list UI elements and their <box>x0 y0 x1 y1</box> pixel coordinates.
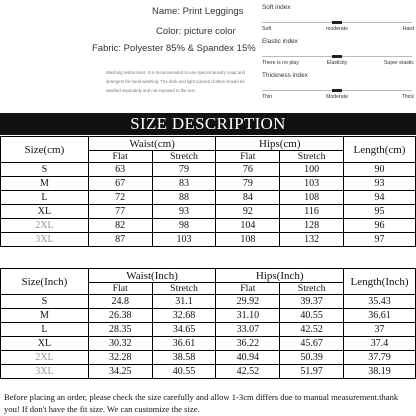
size-label: 2XL <box>1 351 89 365</box>
header-waist-stretch: Stretch <box>152 151 216 163</box>
header-size: Size(cm) <box>1 137 89 163</box>
table-cell: 38.19 <box>344 365 416 379</box>
table-cell: 38.58 <box>152 351 216 365</box>
table-cell: 76 <box>216 163 280 177</box>
size-label: 2XL <box>1 219 89 233</box>
table-cell: 95 <box>344 205 416 219</box>
table-cell: 77 <box>88 205 152 219</box>
header-waist-stretch: Stretch <box>152 283 216 295</box>
inch-rows <box>1 295 416 379</box>
product-color: Color: picture color <box>156 26 236 37</box>
table-cell: 108 <box>280 191 344 205</box>
table-cell: 37.79 <box>344 351 416 365</box>
table-cell: 34.25 <box>88 365 152 379</box>
index-label: Thin <box>262 94 273 100</box>
table-cell: 100 <box>280 163 344 177</box>
table-cell: 37.4 <box>344 337 416 351</box>
index-title: Thickness index <box>262 72 308 79</box>
table-row <box>1 163 416 177</box>
table-cell: 98 <box>152 219 216 233</box>
table-row <box>1 323 416 337</box>
header-size: Size(Inch) <box>1 269 89 295</box>
size-label: S <box>1 163 89 177</box>
table-cell: 33.07 <box>216 323 280 337</box>
table-cell: 116 <box>280 205 344 219</box>
table-cell: 31.1 <box>152 295 216 309</box>
index-label: Thick <box>401 94 414 100</box>
table-cell: 96 <box>344 219 416 233</box>
header-length: Length(Inch) <box>344 269 416 295</box>
table-cell: 34.65 <box>152 323 216 337</box>
index-label: Hard <box>402 26 414 32</box>
index-label: There is no play <box>262 60 299 66</box>
header-waist-flat: Flat <box>88 283 152 295</box>
header-hips-stretch: Stretch <box>280 151 344 163</box>
index-title: Elastic index <box>262 38 298 45</box>
table-cell: 93 <box>152 205 216 219</box>
table-row <box>1 337 416 351</box>
table-cell: 90 <box>344 163 416 177</box>
table-cell: 104 <box>216 219 280 233</box>
table-row <box>1 219 416 233</box>
index-marker <box>332 89 342 92</box>
index-label: moderate <box>326 26 348 32</box>
table-row <box>1 191 416 205</box>
index-label: Soft <box>262 26 272 32</box>
table-cell: 40.55 <box>280 309 344 323</box>
header-length: Length(cm) <box>344 137 416 163</box>
header-waist-flat: Flat <box>88 151 152 163</box>
size-table-inch <box>0 268 416 379</box>
header-hips-flat: Flat <box>216 151 280 163</box>
table-cell: 67 <box>88 177 152 191</box>
table-cell: 24.8 <box>88 295 152 309</box>
table-cell: 103 <box>152 233 216 247</box>
table-cell: 87 <box>88 233 152 247</box>
table-cell: 42.52 <box>280 323 344 337</box>
header-hips: Hips(Inch) <box>216 269 344 283</box>
cm-rows <box>1 163 416 247</box>
table-cell: 93 <box>344 177 416 191</box>
size-label: L <box>1 191 89 205</box>
table-row <box>1 351 416 365</box>
size-label: M <box>1 177 89 191</box>
table-cell: 79 <box>216 177 280 191</box>
table-cell: 32.68 <box>152 309 216 323</box>
table-cell: 83 <box>152 177 216 191</box>
product-info <box>88 0 256 108</box>
table-row <box>1 309 416 323</box>
table-cell: 108 <box>216 233 280 247</box>
table-cell: 40.55 <box>152 365 216 379</box>
index-label: Super elastic <box>384 60 414 66</box>
table-cell: 72 <box>88 191 152 205</box>
table-cell: 26.38 <box>88 309 152 323</box>
table-cell: 32.28 <box>88 351 152 365</box>
index-marker <box>332 21 342 24</box>
size-label: S <box>1 295 89 309</box>
index-title: Soft index <box>262 4 291 11</box>
table-cell: 84 <box>216 191 280 205</box>
table-row <box>1 177 416 191</box>
table-row <box>1 233 416 247</box>
table-cell: 36.61 <box>344 309 416 323</box>
table-cell: 97 <box>344 233 416 247</box>
header-waist: Waist(cm) <box>88 137 216 151</box>
table-cell: 63 <box>88 163 152 177</box>
table-cell: 42.52 <box>216 365 280 379</box>
table-cell: 88 <box>152 191 216 205</box>
size-label: 3XL <box>1 365 89 379</box>
size-label: M <box>1 309 89 323</box>
table-cell: 36.22 <box>216 337 280 351</box>
size-description-banner: SIZE DESCRIPTION <box>0 113 416 135</box>
table-cell: 40.94 <box>216 351 280 365</box>
index-label: Moderate <box>326 94 348 100</box>
table-cell: 92 <box>216 205 280 219</box>
table-cell: 50.39 <box>280 351 344 365</box>
header-hips: Hips(cm) <box>216 137 344 151</box>
product-name: Name: Print Leggings <box>152 6 244 17</box>
table-row <box>1 205 416 219</box>
size-label: XL <box>1 205 89 219</box>
table-cell: 28.35 <box>88 323 152 337</box>
footer-note: Before placing an order, please check the size carefully and allow 1-3cm differs due to manual measurement.thank you! If don't have the fit size. We can customize the size. <box>4 392 399 414</box>
table-cell: 82 <box>88 219 152 233</box>
product-fabric: Fabric: Polyester 85% & Spandex 15% <box>92 43 256 54</box>
size-label: 3XL <box>1 233 89 247</box>
table-cell: 103 <box>280 177 344 191</box>
table-cell: 132 <box>280 233 344 247</box>
index-label: Elasticity <box>326 60 348 66</box>
table-cell: 36.61 <box>152 337 216 351</box>
table-cell: 29.92 <box>216 295 280 309</box>
table-cell: 94 <box>344 191 416 205</box>
table-row <box>1 365 416 379</box>
index-marker <box>332 55 342 58</box>
header-hips-flat: Flat <box>216 283 280 295</box>
size-table-cm <box>0 136 416 247</box>
table-cell: 128 <box>280 219 344 233</box>
size-label: L <box>1 323 89 337</box>
washing-instructions: Washing instructions: It is recommended to use special laundry soap and detergent for hand washing. The dark and light colored clothes should be washed separately and not exposed to the sun. <box>106 70 245 93</box>
table-cell: 35.43 <box>344 295 416 309</box>
header-hips-stretch: Stretch <box>280 283 344 295</box>
table-cell: 39.37 <box>280 295 344 309</box>
table-cell: 45.67 <box>280 337 344 351</box>
table-cell: 31.10 <box>216 309 280 323</box>
table-row <box>1 295 416 309</box>
table-cell: 51.97 <box>280 365 344 379</box>
size-label: XL <box>1 337 89 351</box>
table-cell: 30.32 <box>88 337 152 351</box>
table-cell: 37 <box>344 323 416 337</box>
index-panel <box>260 0 416 108</box>
table-cell: 79 <box>152 163 216 177</box>
header-waist: Waist(Inch) <box>88 269 216 283</box>
